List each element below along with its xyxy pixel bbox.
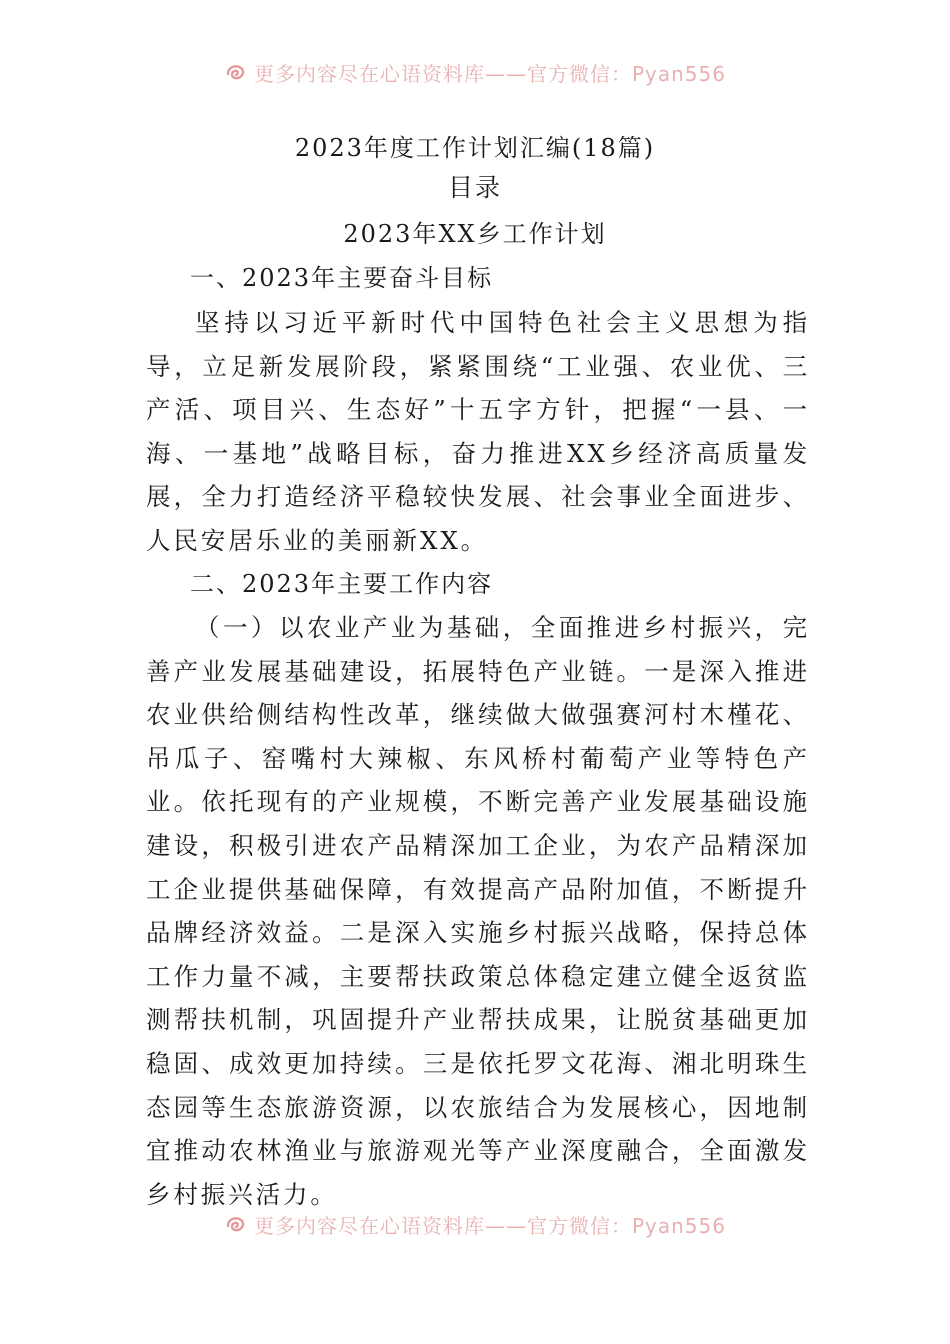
collection-title: 2023年度工作计划汇编(18篇)	[294, 134, 656, 162]
toc-label: 目录	[447, 173, 502, 202]
watermark-footer	[0, 1204, 950, 1244]
plan-title: 2023年XX乡工作计划	[343, 220, 607, 248]
watermark-text: 更多内容尽在心语资料库——官方微信：Pyan556	[253, 61, 726, 86]
section-heading-goals: 一、2023年主要奋斗目标	[190, 264, 494, 292]
section-heading-work: 二、2023年主要工作内容	[190, 570, 494, 598]
watermark-text: 更多内容尽在心语资料库——官方微信：Pyan556	[253, 1213, 726, 1238]
watermark-header	[0, 52, 950, 92]
swirl-logo-icon	[224, 60, 248, 84]
section-paragraph-work: （一）以农业产业为基础，全面推进乡村振兴，完善产业发展基础建设，拓展特色产业链。一是深入推进农业供给侧结构性改革，继续做大做强赛河村木槿花、吊瓜子、窑嘴村大辣椒、东风桥村葡萄产业等特色产业。依托现有的产业规模，不断完善产业发展基础设施建设，积极引进农产品精深加工企业，为农产品精深加工企业提供基础保障，有效提高产品附加值，不断提升品牌经济效益。二是深入实施乡村振兴战略，保持总体工作力量不减，主要帮扶政策总体稳定建立健全返贫监测帮扶机制，巩固提升产业帮扶成果，让脱贫基础更加稳固、成效更加持续。三是依托罗文花海、湘北明珠生态园等生态旅游资源，以农旅结合为发展核心，因地制宜推动农林渔业与旅游观光等产业深度融合，全面激发乡村振兴活力。	[146, 613, 810, 1209]
section-paragraph-goals: 坚持以习近平新时代中国特色社会主义思想为指导，立足新发展阶段，紧紧围绕“工业强、农业优、三产活、项目兴、生态好”十五字方针，把握“一县、一海、一基地”战略目标，奋力推进XX乡经济高质量发展，全力打造经济平稳较快发展、社会事业全面进步、人民安居乐业的美丽新XX。	[146, 308, 810, 555]
swirl-logo-icon	[224, 1212, 248, 1236]
